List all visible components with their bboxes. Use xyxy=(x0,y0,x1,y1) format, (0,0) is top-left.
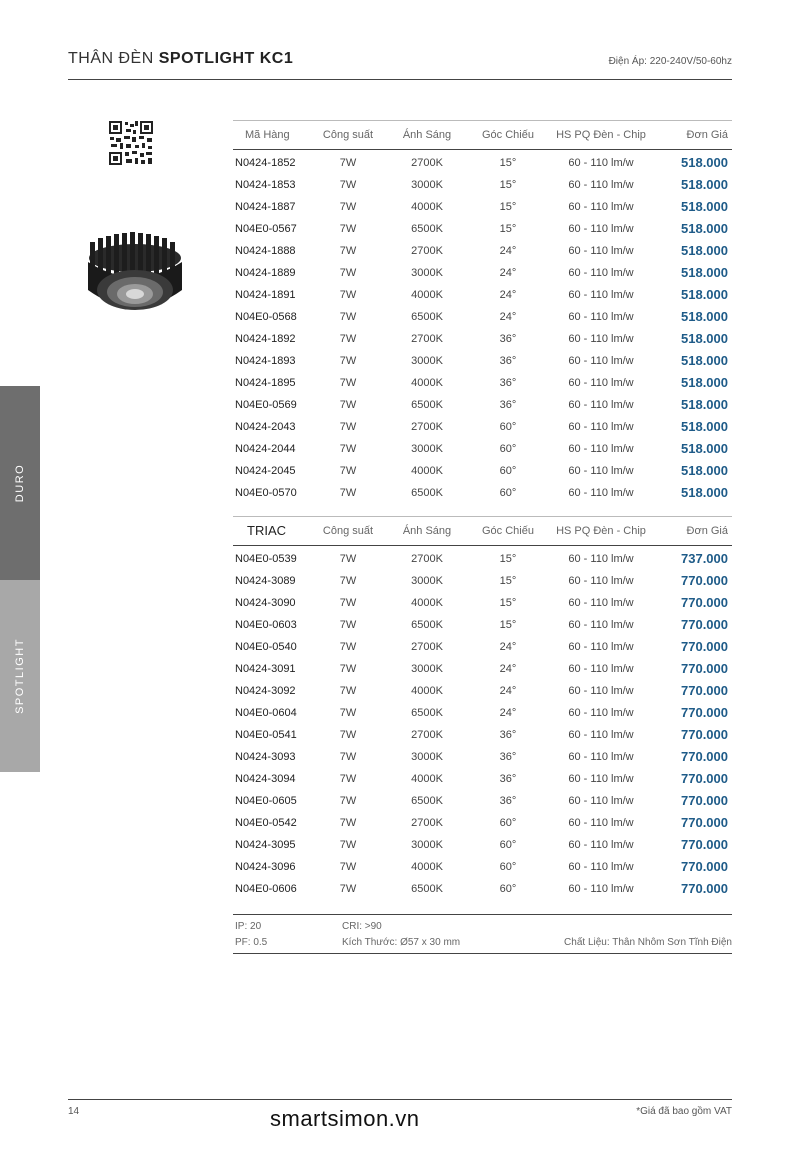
page-number: 14 xyxy=(68,1106,80,1117)
page-title xyxy=(68,50,293,68)
qr-code-icon[interactable] xyxy=(108,120,154,166)
header-power: Công suất xyxy=(322,525,374,537)
cell-code: N0424-3091 xyxy=(235,663,296,675)
cell-code: N0424-1895 xyxy=(235,377,296,389)
cell-color-temp: 6500K xyxy=(411,707,443,719)
header-code: Mã Hàng xyxy=(245,129,290,141)
cell-efficacy: 60 - 110 lm/w xyxy=(568,245,634,257)
header-price: Đơn Giá xyxy=(686,525,728,537)
cell-efficacy: 60 - 110 lm/w xyxy=(568,311,634,323)
cell-power: 7W xyxy=(339,685,357,697)
table-row xyxy=(233,856,732,878)
cell-price: 518.000 xyxy=(681,199,728,214)
title-light: THÂN ĐÈN xyxy=(68,50,159,67)
cell-price: 770.000 xyxy=(681,661,728,676)
price-table-triac xyxy=(233,516,732,900)
table-row xyxy=(233,592,732,614)
cell-efficacy: 60 - 110 lm/w xyxy=(568,685,634,697)
cell-efficacy: 60 - 110 lm/w xyxy=(568,333,634,345)
spec-cri: CRI: >90 xyxy=(342,921,382,932)
cell-beam-angle: 36° xyxy=(499,729,517,741)
cell-efficacy: 60 - 110 lm/w xyxy=(568,355,634,367)
cell-code: N0424-1893 xyxy=(235,355,296,367)
cell-power: 7W xyxy=(339,399,357,411)
spec-size: Kích Thước: Ø57 x 30 mm xyxy=(342,937,461,948)
cell-price: 770.000 xyxy=(681,705,728,720)
cell-beam-angle: 24° xyxy=(499,311,517,323)
table-row xyxy=(233,658,732,680)
cell-code: N0424-1888 xyxy=(235,245,296,257)
table-row xyxy=(233,350,732,372)
cell-code: N04E0-0603 xyxy=(235,619,297,631)
cell-color-temp: 2700K xyxy=(411,421,443,433)
cell-color-temp: 4000K xyxy=(411,465,443,477)
cell-price: 770.000 xyxy=(681,727,728,742)
cell-beam-angle: 15° xyxy=(499,179,517,191)
table-row xyxy=(233,460,732,482)
cell-color-temp: 2700K xyxy=(411,333,443,345)
cell-color-temp: 3000K xyxy=(411,443,443,455)
cell-beam-angle: 36° xyxy=(499,399,517,411)
cell-color-temp: 4000K xyxy=(411,685,443,697)
cell-efficacy: 60 - 110 lm/w xyxy=(568,289,634,301)
cell-beam-angle: 60° xyxy=(499,817,517,829)
cell-efficacy: 60 - 110 lm/w xyxy=(568,817,634,829)
cell-efficacy: 60 - 110 lm/w xyxy=(568,267,634,279)
cell-price: 518.000 xyxy=(681,243,728,258)
table-row xyxy=(233,240,732,262)
cell-efficacy: 60 - 110 lm/w xyxy=(568,619,634,631)
cell-price: 737.000 xyxy=(681,551,728,566)
cell-price: 770.000 xyxy=(681,617,728,632)
cell-color-temp: 4000K xyxy=(411,201,443,213)
cell-code: N0424-2043 xyxy=(235,421,296,433)
footer-divider xyxy=(68,1099,732,1100)
cell-efficacy: 60 - 110 lm/w xyxy=(568,179,634,191)
cell-code: N04E0-0604 xyxy=(235,707,297,719)
header-color-temp: Ánh Sáng xyxy=(402,129,452,141)
cell-color-temp: 2700K xyxy=(411,245,443,257)
header-efficacy: HS PQ Đèn - Chip xyxy=(556,525,646,537)
table-row xyxy=(233,416,732,438)
title-bold: SPOTLIGHT KC1 xyxy=(158,50,294,67)
cell-efficacy: 60 - 110 lm/w xyxy=(568,641,634,653)
cell-code: N0424-2045 xyxy=(235,465,296,477)
cell-efficacy: 60 - 110 lm/w xyxy=(568,883,634,895)
table-row xyxy=(233,548,732,570)
cell-beam-angle: 36° xyxy=(499,751,517,763)
cell-price: 518.000 xyxy=(681,155,728,170)
cell-beam-angle: 15° xyxy=(499,201,517,213)
cell-price: 518.000 xyxy=(681,353,728,368)
table-row xyxy=(233,878,732,900)
cell-power: 7W xyxy=(339,729,357,741)
cell-price: 518.000 xyxy=(681,419,728,434)
cell-price: 518.000 xyxy=(681,375,728,390)
cell-code: N04E0-0567 xyxy=(235,223,297,235)
specs-block xyxy=(233,914,732,954)
price-table-standard xyxy=(233,120,732,504)
header-color-temp: Ánh Sáng xyxy=(402,525,452,537)
cell-beam-angle: 15° xyxy=(499,157,517,169)
cell-beam-angle: 15° xyxy=(499,575,517,587)
cell-color-temp: 4000K xyxy=(411,773,443,785)
spotlight-product-image xyxy=(82,228,188,322)
table-row xyxy=(233,680,732,702)
sidebar-label-spotlight: SPOTLIGHT xyxy=(14,638,26,714)
table-row xyxy=(233,174,732,196)
cell-power: 7W xyxy=(339,487,357,499)
cell-beam-angle: 24° xyxy=(499,289,517,301)
cell-efficacy: 60 - 110 lm/w xyxy=(568,465,634,477)
cell-color-temp: 2700K xyxy=(411,553,443,565)
table-row xyxy=(233,768,732,790)
table-row xyxy=(233,482,732,504)
cell-beam-angle: 60° xyxy=(499,839,517,851)
cell-price: 518.000 xyxy=(681,441,728,456)
header-beam-angle: Góc Chiếu xyxy=(482,525,534,537)
table-row xyxy=(233,614,732,636)
cell-color-temp: 2700K xyxy=(411,157,443,169)
cell-beam-angle: 24° xyxy=(499,663,517,675)
cell-color-temp: 6500K xyxy=(411,487,443,499)
cell-color-temp: 4000K xyxy=(411,597,443,609)
cell-power: 7W xyxy=(339,289,357,301)
cell-power: 7W xyxy=(339,377,357,389)
cell-price: 770.000 xyxy=(681,793,728,808)
table-row xyxy=(233,790,732,812)
vat-note: *Giá đã bao gồm VAT xyxy=(636,1106,732,1117)
cell-power: 7W xyxy=(339,443,357,455)
cell-beam-angle: 36° xyxy=(499,795,517,807)
cell-power: 7W xyxy=(339,707,357,719)
cell-efficacy: 60 - 110 lm/w xyxy=(568,751,634,763)
cell-price: 770.000 xyxy=(681,837,728,852)
table-row xyxy=(233,570,732,592)
cell-code: N04E0-0606 xyxy=(235,883,297,895)
table-row xyxy=(233,746,732,768)
spec-material: Chất Liệu: Thân Nhôm Sơn Tĩnh Điện xyxy=(564,937,732,948)
cell-color-temp: 4000K xyxy=(411,289,443,301)
cell-efficacy: 60 - 110 lm/w xyxy=(568,597,634,609)
cell-color-temp: 2700K xyxy=(411,729,443,741)
cell-efficacy: 60 - 110 lm/w xyxy=(568,487,634,499)
cell-price: 518.000 xyxy=(681,463,728,478)
cell-price: 518.000 xyxy=(681,177,728,192)
cell-price: 518.000 xyxy=(681,265,728,280)
cell-efficacy: 60 - 110 lm/w xyxy=(568,839,634,851)
cell-efficacy: 60 - 110 lm/w xyxy=(568,399,634,411)
cell-power: 7W xyxy=(339,267,357,279)
cell-code: N0424-1887 xyxy=(235,201,296,213)
cell-code: N04E0-0540 xyxy=(235,641,297,653)
spec-ip: IP: 20 xyxy=(235,921,262,932)
spec-pf: PF: 0.5 xyxy=(235,937,268,948)
cell-code: N0424-3093 xyxy=(235,751,296,763)
cell-power: 7W xyxy=(339,597,357,609)
cell-price: 770.000 xyxy=(681,815,728,830)
cell-color-temp: 2700K xyxy=(411,641,443,653)
voltage-label: Điện Áp: 220-240V/50-60hz xyxy=(608,56,732,67)
cell-beam-angle: 36° xyxy=(499,333,517,345)
cell-code: N0424-2044 xyxy=(235,443,296,455)
cell-beam-angle: 60° xyxy=(499,421,517,433)
cell-code: N04E0-0568 xyxy=(235,311,297,323)
cell-code: N0424-1892 xyxy=(235,333,296,345)
sidebar-label-duro: DURO xyxy=(14,463,26,503)
cell-color-temp: 3000K xyxy=(411,267,443,279)
cell-color-temp: 3000K xyxy=(411,751,443,763)
cell-power: 7W xyxy=(339,839,357,851)
cell-efficacy: 60 - 110 lm/w xyxy=(568,707,634,719)
table-row xyxy=(233,812,732,834)
cell-beam-angle: 15° xyxy=(499,597,517,609)
cell-power: 7W xyxy=(339,245,357,257)
cell-efficacy: 60 - 110 lm/w xyxy=(568,377,634,389)
table-row xyxy=(233,306,732,328)
cell-beam-angle: 24° xyxy=(499,685,517,697)
cell-color-temp: 6500K xyxy=(411,795,443,807)
cell-power: 7W xyxy=(339,421,357,433)
cell-code: N04E0-0541 xyxy=(235,729,297,741)
cell-power: 7W xyxy=(339,663,357,675)
cell-efficacy: 60 - 110 lm/w xyxy=(568,795,634,807)
cell-power: 7W xyxy=(339,179,357,191)
cell-power: 7W xyxy=(339,575,357,587)
table-row xyxy=(233,372,732,394)
cell-beam-angle: 36° xyxy=(499,773,517,785)
cell-price: 518.000 xyxy=(681,221,728,236)
cell-color-temp: 6500K xyxy=(411,223,443,235)
cell-beam-angle: 15° xyxy=(499,553,517,565)
table-row xyxy=(233,724,732,746)
cell-color-temp: 3000K xyxy=(411,663,443,675)
cell-code: N0424-1853 xyxy=(235,179,296,191)
cell-price: 770.000 xyxy=(681,683,728,698)
cell-price: 518.000 xyxy=(681,397,728,412)
cell-price: 518.000 xyxy=(681,331,728,346)
cell-power: 7W xyxy=(339,223,357,235)
header-beam-angle: Góc Chiếu xyxy=(482,129,534,141)
table-row xyxy=(233,438,732,460)
cell-color-temp: 6500K xyxy=(411,311,443,323)
cell-power: 7W xyxy=(339,817,357,829)
cell-beam-angle: 15° xyxy=(499,619,517,631)
cell-beam-angle: 24° xyxy=(499,267,517,279)
table-header xyxy=(233,120,732,150)
cell-price: 770.000 xyxy=(681,881,728,896)
cell-power: 7W xyxy=(339,157,357,169)
cell-color-temp: 3000K xyxy=(411,179,443,191)
cell-power: 7W xyxy=(339,619,357,631)
page-header xyxy=(68,50,732,80)
table-row xyxy=(233,284,732,306)
cell-beam-angle: 24° xyxy=(499,245,517,257)
cell-code: N04E0-0539 xyxy=(235,553,297,565)
cell-code: N0424-3089 xyxy=(235,575,296,587)
cell-efficacy: 60 - 110 lm/w xyxy=(568,157,634,169)
table-row xyxy=(233,834,732,856)
cell-price: 770.000 xyxy=(681,859,728,874)
cell-beam-angle: 60° xyxy=(499,465,517,477)
cell-power: 7W xyxy=(339,333,357,345)
cell-efficacy: 60 - 110 lm/w xyxy=(568,861,634,873)
cell-power: 7W xyxy=(339,795,357,807)
cell-beam-angle: 60° xyxy=(499,443,517,455)
cell-beam-angle: 60° xyxy=(499,861,517,873)
cell-color-temp: 4000K xyxy=(411,861,443,873)
cell-power: 7W xyxy=(339,355,357,367)
cell-power: 7W xyxy=(339,861,357,873)
cell-price: 770.000 xyxy=(681,639,728,654)
table-row xyxy=(233,218,732,240)
cell-color-temp: 3000K xyxy=(411,355,443,367)
cell-code: N04E0-0570 xyxy=(235,487,297,499)
cell-efficacy: 60 - 110 lm/w xyxy=(568,201,634,213)
cell-efficacy: 60 - 110 lm/w xyxy=(568,773,634,785)
cell-code: N0424-1889 xyxy=(235,267,296,279)
cell-price: 518.000 xyxy=(681,287,728,302)
cell-price: 770.000 xyxy=(681,573,728,588)
sidebar-tab-duro[interactable] xyxy=(0,386,40,580)
cell-power: 7W xyxy=(339,465,357,477)
cell-beam-angle: 15° xyxy=(499,223,517,235)
cell-color-temp: 2700K xyxy=(411,817,443,829)
table-row xyxy=(233,636,732,658)
cell-efficacy: 60 - 110 lm/w xyxy=(568,443,634,455)
cell-beam-angle: 36° xyxy=(499,355,517,367)
cell-color-temp: 6500K xyxy=(411,883,443,895)
cell-price: 770.000 xyxy=(681,595,728,610)
cell-color-temp: 3000K xyxy=(411,839,443,851)
cell-beam-angle: 24° xyxy=(499,641,517,653)
cell-code: N0424-1891 xyxy=(235,289,296,301)
sidebar-tab-spotlight[interactable] xyxy=(0,580,40,772)
cell-beam-angle: 36° xyxy=(499,377,517,389)
cell-beam-angle: 60° xyxy=(499,487,517,499)
cell-efficacy: 60 - 110 lm/w xyxy=(568,663,634,675)
cell-code: N0424-3092 xyxy=(235,685,296,697)
cell-power: 7W xyxy=(339,773,357,785)
cell-code: N04E0-0569 xyxy=(235,399,297,411)
table-row xyxy=(233,196,732,218)
cell-color-temp: 4000K xyxy=(411,377,443,389)
cell-code: N0424-3095 xyxy=(235,839,296,851)
cell-code: N0424-3090 xyxy=(235,597,296,609)
table-row xyxy=(233,262,732,284)
cell-price: 518.000 xyxy=(681,309,728,324)
cell-price: 518.000 xyxy=(681,485,728,500)
cell-code: N04E0-0605 xyxy=(235,795,297,807)
cell-price: 770.000 xyxy=(681,749,728,764)
header-efficacy: HS PQ Đèn - Chip xyxy=(556,129,646,141)
site-name[interactable]: smartsimon.vn xyxy=(270,1106,420,1131)
header-price: Đơn Giá xyxy=(686,129,728,141)
cell-code: N0424-1852 xyxy=(235,157,296,169)
cell-power: 7W xyxy=(339,311,357,323)
table-row xyxy=(233,328,732,350)
cell-color-temp: 3000K xyxy=(411,575,443,587)
cell-code: N0424-3094 xyxy=(235,773,296,785)
cell-price: 770.000 xyxy=(681,771,728,786)
table-row xyxy=(233,152,732,174)
header-code: TRIAC xyxy=(247,523,286,538)
table-row xyxy=(233,394,732,416)
cell-color-temp: 6500K xyxy=(411,619,443,631)
cell-power: 7W xyxy=(339,641,357,653)
cell-efficacy: 60 - 110 lm/w xyxy=(568,223,634,235)
table-header xyxy=(233,516,732,546)
cell-beam-angle: 60° xyxy=(499,883,517,895)
cell-efficacy: 60 - 110 lm/w xyxy=(568,421,634,433)
cell-beam-angle: 24° xyxy=(499,707,517,719)
cell-efficacy: 60 - 110 lm/w xyxy=(568,575,634,587)
table-row xyxy=(233,702,732,724)
cell-power: 7W xyxy=(339,201,357,213)
cell-code: N04E0-0542 xyxy=(235,817,297,829)
header-power: Công suất xyxy=(322,129,374,141)
cell-power: 7W xyxy=(339,883,357,895)
cell-color-temp: 6500K xyxy=(411,399,443,411)
cell-code: N0424-3096 xyxy=(235,861,296,873)
cell-efficacy: 60 - 110 lm/w xyxy=(568,553,634,565)
cell-power: 7W xyxy=(339,751,357,763)
cell-efficacy: 60 - 110 lm/w xyxy=(568,729,634,741)
cell-power: 7W xyxy=(339,553,357,565)
